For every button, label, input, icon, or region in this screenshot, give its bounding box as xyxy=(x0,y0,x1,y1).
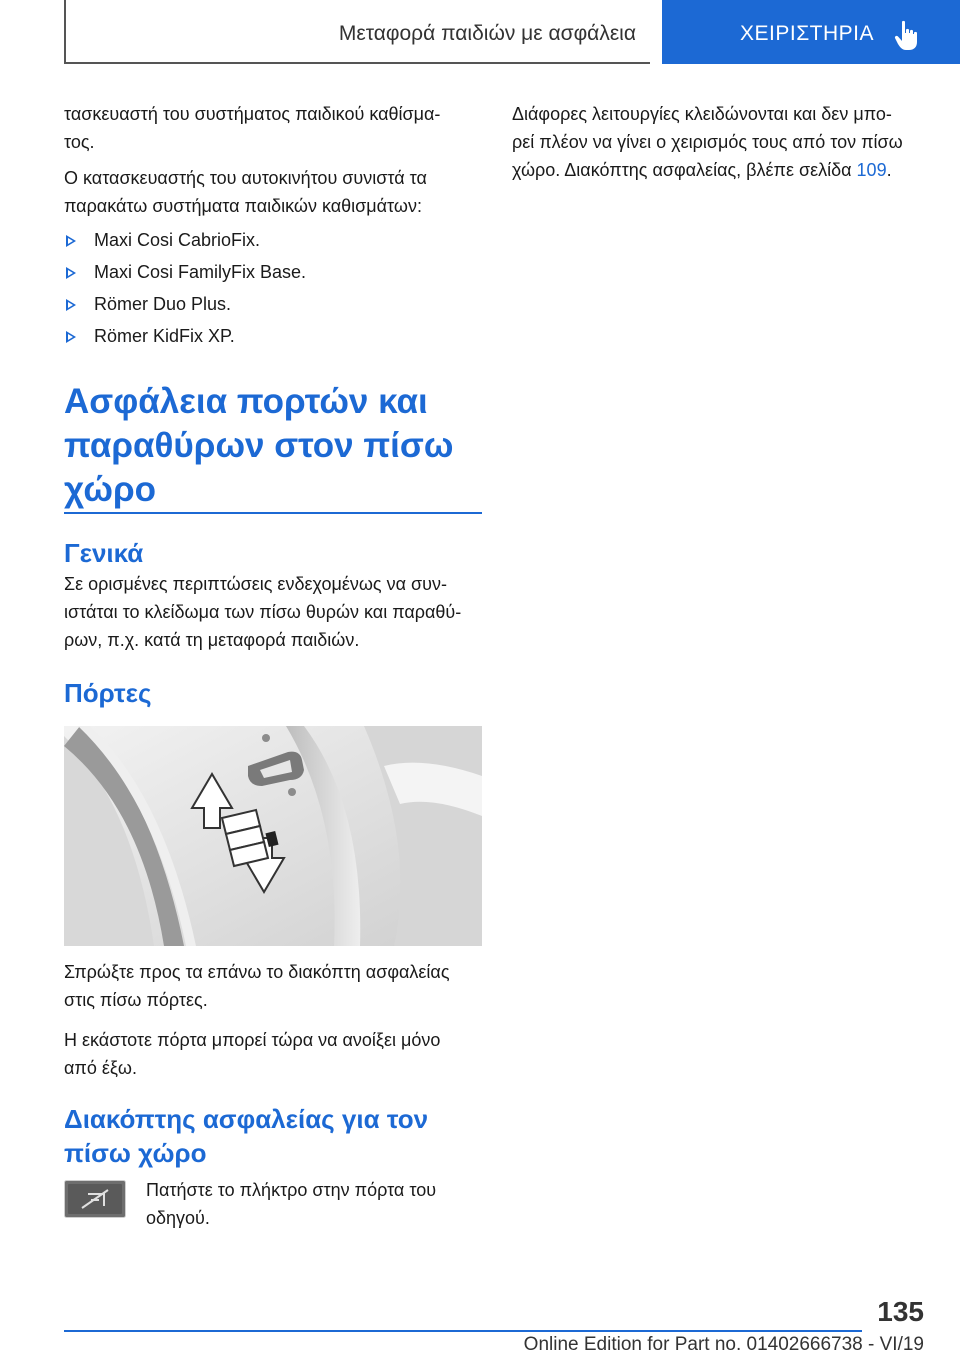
pointing-hand-icon xyxy=(894,20,920,52)
bullet-triangle-icon xyxy=(66,331,76,343)
bullet-triangle-icon xyxy=(66,235,76,247)
left-column xyxy=(64,100,482,1240)
heading-line-3: χώρο xyxy=(64,470,157,509)
list-item xyxy=(64,226,482,254)
switch-instruction xyxy=(64,1176,482,1240)
general-line-3: ρων, π.χ. κατά τη μεταφορά παιδιών. xyxy=(64,630,360,650)
switch-line-2: οδηγού. xyxy=(146,1208,210,1228)
recommend-line-2: παρακάτω συστήματα παιδικών καθισμάτων: xyxy=(64,196,422,216)
right-column xyxy=(512,100,924,184)
header-divider xyxy=(64,62,650,64)
switch-heading xyxy=(64,1102,482,1170)
right-line-3-end: . xyxy=(886,160,892,180)
child-seat-list xyxy=(64,226,482,350)
list-item-text: Maxi Cosi FamilyFix Base. xyxy=(94,262,307,282)
page-reference-link[interactable]: 109 xyxy=(856,160,887,180)
intro-line-2: τος. xyxy=(64,132,95,152)
right-line-2: ρεί πλέον να γίνει ο χειρισμός τους από τον πίσω xyxy=(512,132,903,152)
door-lock-photo xyxy=(64,726,482,946)
switch-heading-line-1: Διακόπτης ασφαλείας για τον xyxy=(64,1104,429,1134)
general-paragraph xyxy=(64,570,482,654)
heading-line-1: Ασφάλεια πορτών και xyxy=(64,382,428,421)
list-item-text: Römer KidFix XP. xyxy=(94,326,235,346)
child-lock-button-icon xyxy=(64,1180,126,1218)
general-line-1: Σε ορισμένες περιπτώσεις ενδεχομένως να συν- xyxy=(64,574,447,594)
doors-line-2: στις πίσω πόρτες. xyxy=(64,990,208,1010)
edition-note: Online Edition for Part no. 01402666738 - VI/19 xyxy=(523,1334,924,1355)
general-heading: Γενικά xyxy=(64,538,144,568)
list-item-text: Römer Duo Plus. xyxy=(94,294,232,314)
recommend-paragraph xyxy=(64,164,482,220)
list-item-text: Maxi Cosi CabrioFix. xyxy=(94,230,261,250)
footer-divider xyxy=(64,1330,862,1332)
section-label: ΧΕΙΡΙΣΤΗΡΙΑ xyxy=(740,22,875,45)
right-line-3: χώρο. Διακόπτης ασφαλείας, βλέπε σελίδα xyxy=(512,160,857,180)
doors-line-1: Σπρώξτε προς τα επάνω το διακόπτη ασφαλείας xyxy=(64,962,450,982)
recommend-line-1: Ο κατασκευαστής του αυτοκινήτου συνιστά τα xyxy=(64,168,427,188)
section-heading xyxy=(64,380,482,512)
bullet-triangle-icon xyxy=(66,267,76,279)
page-number: 135 xyxy=(877,1296,924,1327)
switch-paragraph xyxy=(146,1176,482,1232)
list-item xyxy=(64,258,482,286)
intro-line-1: τασκευαστή του συστήματος παιδικού καθίσμα- xyxy=(64,104,441,124)
right-line-1: Διάφορες λειτουργίες κλειδώνονται και δεν μπο- xyxy=(512,104,892,124)
chapter-title: Μεταφορά παιδιών με ασφάλεια xyxy=(338,22,636,45)
section-tab xyxy=(662,0,960,64)
doors-open-paragraph xyxy=(64,1026,482,1082)
general-line-2: ιστάται το κλείδωμα των πίσω θυρών και παραθύ- xyxy=(64,602,462,622)
switch-line-1: Πατήστε το πλήκτρο στην πόρτα του xyxy=(146,1180,437,1200)
switch-heading-line-2: πίσω χώρο xyxy=(64,1138,207,1168)
heading-line-2: παραθύρων στον πίσω xyxy=(64,426,454,465)
doors2-line-2: από έξω. xyxy=(64,1058,137,1078)
intro-paragraph xyxy=(64,100,482,156)
bullet-triangle-icon xyxy=(66,299,76,311)
doors2-line-1: Η εκάστοτε πόρτα μπορεί τώρα να ανοίξει μόνο xyxy=(64,1030,441,1050)
doors-heading: Πόρτες xyxy=(64,678,152,708)
doors-paragraph xyxy=(64,958,482,1014)
list-item xyxy=(64,322,482,350)
list-item xyxy=(64,290,482,318)
right-paragraph xyxy=(512,100,924,184)
